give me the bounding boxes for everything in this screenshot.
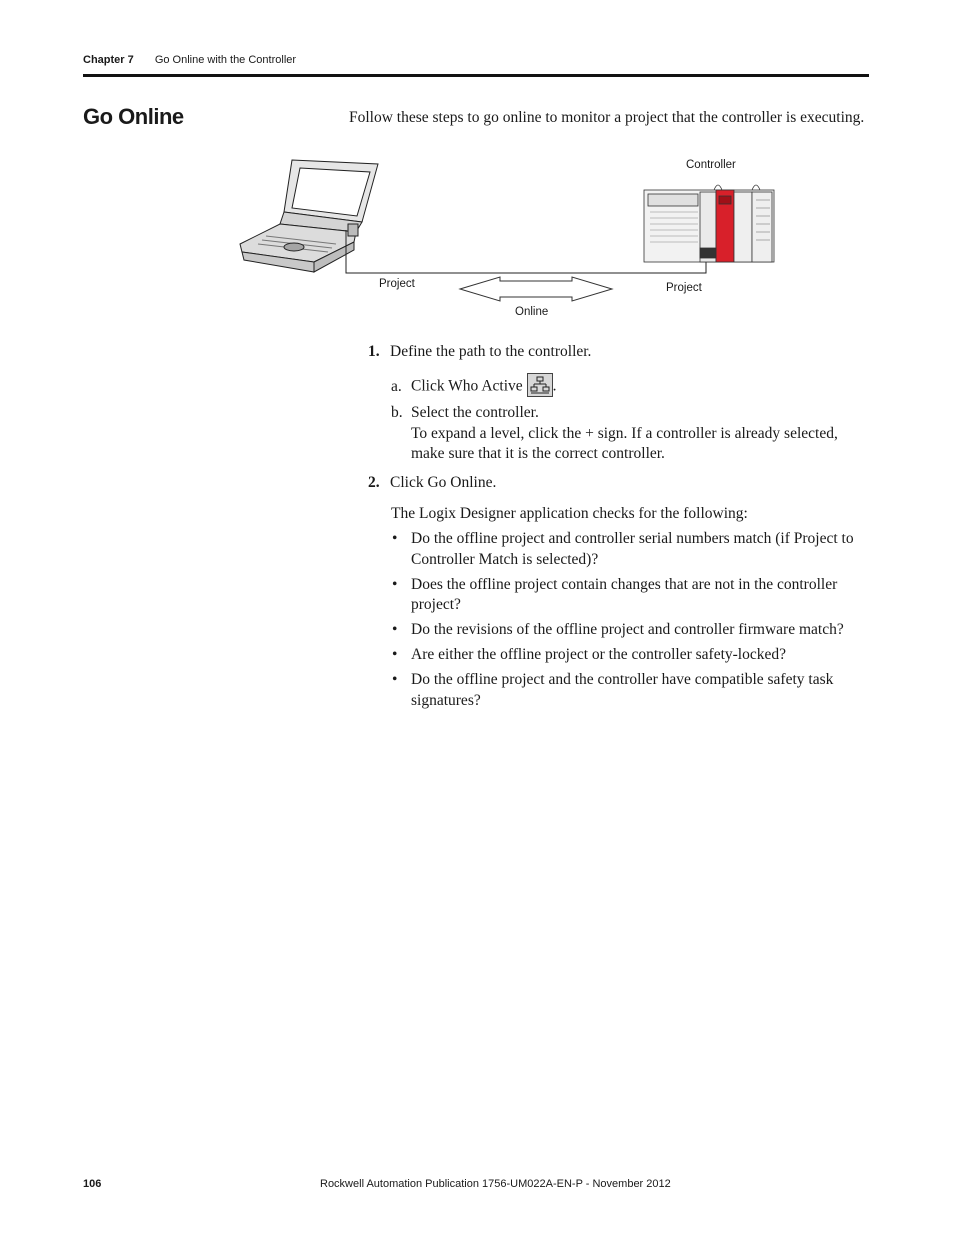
step-number: 1.: [368, 343, 380, 360]
step-1: [368, 343, 591, 361]
checks-intro: The Logix Designer application checks for the following:: [391, 505, 748, 522]
list-item: • Does the offline project contain changes that are not in the controller project?: [392, 575, 838, 613]
go-online-diagram: [236, 150, 796, 330]
substep-detail: To expand a level, click the + sign. If a controller is already selected, make sure that it is the correct controller.: [411, 424, 838, 462]
controller-chassis-icon: [644, 185, 774, 262]
laptop-icon: [240, 160, 378, 272]
chapter-label: Chapter 7: [83, 54, 134, 66]
substep-1a: [391, 375, 557, 399]
substep-letter: b.: [391, 404, 403, 421]
running-header: [83, 54, 296, 66]
bullet-icon: •: [392, 621, 398, 638]
bullet-icon: •: [392, 646, 398, 663]
step-2: [368, 474, 496, 492]
step-text: Define the path to the controller.: [390, 343, 592, 360]
list-item: • Are either the offline project or the controller safety-locked?: [391, 645, 871, 666]
bullet-icon: •: [392, 530, 398, 547]
page-number: 106: [83, 1178, 102, 1190]
intro-paragraph: Follow these steps to go online to monitor a project that the controller is executing.: [349, 109, 865, 126]
controller-label: Controller: [686, 159, 736, 171]
chapter-title: Go Online with the Controller: [154, 54, 297, 66]
section-title: Go Online: [83, 104, 184, 129]
substep-1b: [391, 403, 861, 465]
who-active-network-icon: [527, 373, 553, 397]
substep-text: Select the controller.: [411, 404, 539, 421]
bullet-icon: •: [392, 671, 398, 688]
diagram-illustration: [236, 150, 796, 330]
online-double-arrow: [460, 277, 612, 301]
header-rule: [83, 74, 869, 77]
list-item: • Do the offline project and the controller have compatible safety task signatures?: [392, 671, 834, 709]
publication-footer: Rockwell Automation Publication 1756-UM022A-EN-P - November 2012: [320, 1178, 671, 1190]
list-item: • Do the offline project and controller serial numbers match (if Project to Controller Match is selected)?: [392, 530, 854, 568]
project-label-left: Project: [379, 278, 415, 290]
step-text: Click Go Online.: [390, 474, 497, 491]
substep-text: Click Who Active: [411, 377, 523, 395]
online-label: Online: [515, 306, 549, 318]
substep-letter: a.: [391, 377, 402, 395]
bullet-icon: •: [392, 575, 398, 593]
substep-suffix: .: [552, 377, 557, 395]
checks-list: [391, 529, 871, 716]
project-label-right: Project: [666, 282, 702, 294]
step-number: 2.: [368, 474, 380, 491]
list-item: • Do the revisions of the offline project and controller firmware match?: [391, 620, 871, 641]
